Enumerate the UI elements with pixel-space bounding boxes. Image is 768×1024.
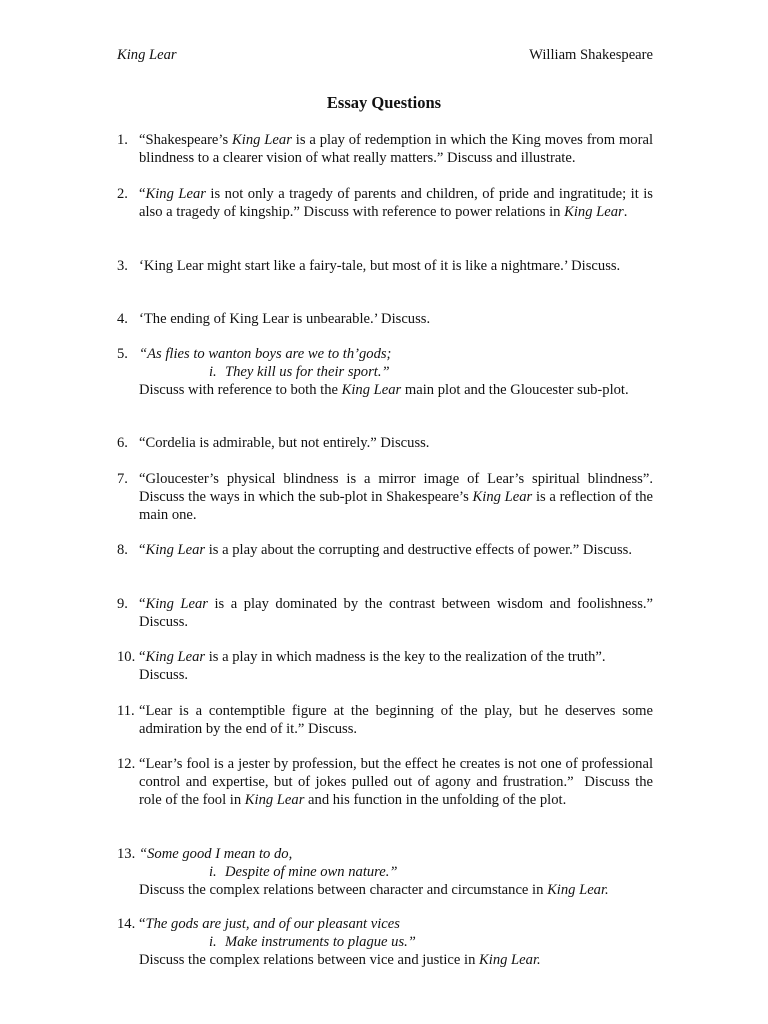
- question-8: [117, 541, 653, 559]
- question-2: [117, 185, 653, 221]
- quote-line: “As flies to wanton boys are we to th’gods;: [139, 346, 392, 362]
- question-number: 7.: [117, 471, 128, 487]
- question-number: 1.: [117, 132, 128, 148]
- question-number: 12.: [117, 756, 136, 772]
- question-text: “King Lear is not only a tragedy of parents and children, of pride and ingratitude; it is also a tragedy of kingship.” Discuss with reference to power relations in King Lear.: [139, 186, 653, 220]
- question-text: ‘The ending of King Lear is unbearable.’ Discuss.: [139, 311, 431, 327]
- question-number: 14.: [117, 916, 136, 932]
- question-number: 8.: [117, 542, 128, 558]
- question-11: [117, 702, 653, 738]
- question-number: 2.: [117, 186, 128, 202]
- page-title: Essay Questions: [326, 93, 442, 112]
- question-number: 3.: [117, 258, 128, 274]
- running-header-title: King Lear: [117, 47, 177, 63]
- question-number: 9.: [117, 596, 128, 612]
- question-number: 11.: [117, 703, 135, 719]
- question-prompt: Discuss the complex relations between vice and justice in King Lear.: [139, 952, 541, 968]
- question-4: [117, 310, 653, 328]
- question-prompt: Discuss with reference to both the King Lear main plot and the Gloucester sub-plot.: [139, 382, 629, 398]
- question-text: [139, 845, 653, 899]
- running-header-author: William Shakespeare: [529, 47, 653, 63]
- question-text: “Lear is a contemptible figure at the beginning of the play, but he deserves some admiration by the end of it.” Discuss.: [139, 703, 653, 737]
- question-text: “Gloucester’s physical blindness is a mirror image of Lear’s spiritual blindness”. Discuss the ways in which the sub-plot in Shakespeare’s King Lear is a reflection of the main one.: [139, 471, 653, 523]
- question-number: 13.: [117, 846, 136, 862]
- question-9: [117, 595, 653, 631]
- question-3: [117, 257, 653, 275]
- question-text: [139, 345, 653, 399]
- question-number: 10.: [117, 649, 136, 665]
- question-10: [117, 648, 653, 684]
- quote-subline: i. They kill us for their sport.”: [209, 364, 390, 380]
- question-13: [117, 845, 653, 899]
- question-6: [117, 434, 653, 452]
- question-number: 5.: [117, 346, 128, 362]
- question-text: “King Lear is a play in which madness is the key to the realization of the truth”. Discuss.: [139, 649, 606, 683]
- question-text: ‘King Lear might start like a fairy-tale, but most of it is like a nightmare.’ Discuss.: [139, 258, 621, 274]
- question-14: [117, 915, 653, 969]
- question-text: “Shakespeare’s King Lear is a play of redemption in which the King moves from moral blindness to a clearer vision of what really matters.” Discuss and illustrate.: [139, 132, 653, 166]
- quote-subline: i. Despite of mine own nature.”: [209, 864, 398, 880]
- quote-line: “Some good I mean to do,: [139, 846, 293, 862]
- question-7: [117, 470, 653, 524]
- question-text: “Cordelia is admirable, but not entirely.” Discuss.: [139, 435, 430, 451]
- quote-subline: i. Make instruments to plague us.”: [209, 934, 416, 950]
- question-1: [117, 131, 653, 167]
- quote-line: “The gods are just, and of our pleasant vices: [139, 916, 400, 932]
- question-text: [139, 915, 653, 969]
- question-number: 4.: [117, 311, 128, 327]
- question-12: [117, 755, 653, 809]
- question-text: “Lear’s fool is a jester by profession, but the effect he creates is not one of professional control and expertise, but of jokes pulled out of agony and frustration.” Discuss the role of the fool in King Lear and his function in the unfolding of the plot.: [139, 756, 653, 808]
- question-number: 6.: [117, 435, 128, 451]
- question-text: “King Lear is a play about the corrupting and destructive effects of power.” Discuss.: [139, 542, 632, 558]
- question-5: [117, 345, 653, 399]
- question-prompt: Discuss the complex relations between character and circumstance in King Lear.: [139, 882, 609, 898]
- question-text: “King Lear is a play dominated by the contrast between wisdom and foolishness.” Discuss.: [139, 596, 653, 630]
